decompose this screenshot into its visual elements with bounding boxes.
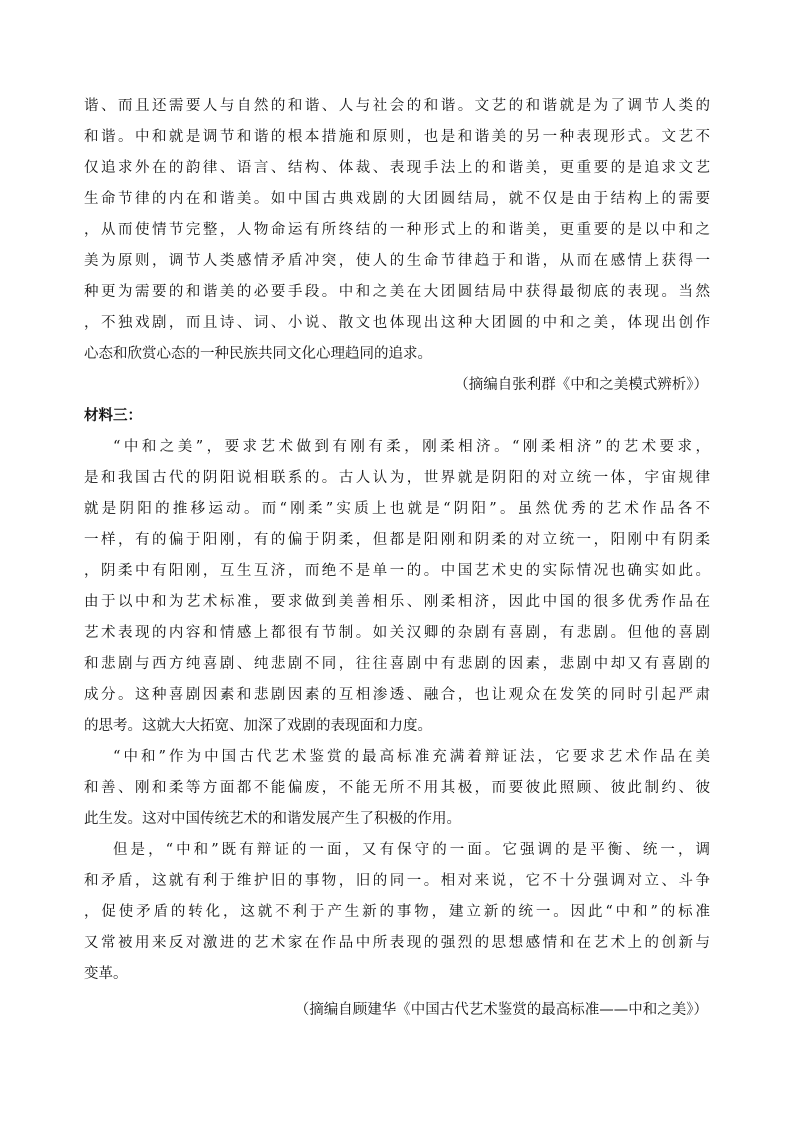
source-citation: （摘编自顾建华《中国古代艺术鉴赏的最高标准——中和之美》） [294,1002,708,1018]
paragraph-line: 此生发。这对中国传统艺术的和谐发展产生了积极的作用。 [84,811,461,827]
paragraph-line: ，从而使情节完整，人物命运有所终结的一种形式上的和谐美，更重要的是以中和之 [84,222,710,238]
paragraph-line: 艺术表现的内容和情感上都很有节制。如关汉卿的杂剧有喜剧，有悲剧。但他的喜剧 [84,625,710,641]
paragraph-line: “中和”作为中国古代艺术鉴赏的最高标准充满着辩证法，它要求艺术作品在美 [113,749,710,765]
paragraph-line: 和矛盾，这就有利于维护旧的事物，旧的同一。相对来说，它不十分强调对立、斗争 [84,873,710,889]
section-heading: 材料三： [84,407,142,424]
paragraph-line: 成分。这种喜剧因素和悲剧因素的互相渗透、融合，也让观众在发笑的同时引起严肃 [84,687,710,703]
paragraph-line: 谐、而且还需要人与自然的和谐、人与社会的和谐。文艺的和谐就是为了调节人类的 [84,98,710,114]
paragraph-line: “中和之美”，要求艺术做到有刚有柔，刚柔相济。“刚柔相济”的艺术要求， [113,439,710,455]
paragraph-line: 美为原则，调节人类感情矛盾冲突，使人的生命节律趋于和谐，从而在感情上获得一 [84,253,710,269]
paragraph-line: ，不独戏剧，而且诗、词、小说、散文也体现出这种大团圆的中和之美，体现出创作 [84,315,710,331]
paragraph-line: ，阴柔中有阳刚，互生互济，而绝不是单一的。中国艺术史的实际情况也确实如此。 [84,563,710,579]
paragraph-line: 心态和欣赏心态的一种民族共同文化心理趋同的追求。 [84,346,432,362]
paragraph-line: 和善、刚和柔等方面都不能偏废，不能无所不用其极，而要彼此照顾、彼此制约、彼 [84,780,710,796]
paragraph-line: 种更为需要的和谐美的必要手段。中和之美在大团圆结局中获得最彻底的表现。当然 [84,284,710,300]
paragraph-line: 的思考。这就大大拓宽、加深了戏剧的表现面和力度。 [84,718,432,734]
paragraph-line: 就是阴阳的推移运动。而“刚柔”实质上也就是“阴阳”。虽然优秀的艺术作品各不 [84,501,710,517]
source-citation: （摘编自张利群《中和之美模式辨析》） [454,377,708,393]
paragraph-line: ，促使矛盾的转化，这就不利于产生新的事物，建立新的统一。因此“中和”的标准 [84,904,710,920]
paragraph-line: 由于以中和为艺术标准，要求做到美善相乐、刚柔相济，因此中国的很多优秀作品在 [84,594,710,610]
paragraph-line: 和悲剧与西方纯喜剧、纯悲剧不同，往往喜剧中有悲剧的因素，悲剧中却又有喜剧的 [84,656,710,672]
paragraph-line: 和谐。中和就是调节和谐的根本措施和原则，也是和谐美的另一种表现形式。文艺不 [84,129,710,145]
paragraph-line: 变革。 [84,966,128,982]
paragraph-line: 又常被用来反对激进的艺术家在作品中所表现的强烈的思想感情和在艺术上的创新与 [84,935,710,951]
paragraph-line: 仅追求外在的韵律、语言、结构、体裁、表现手法上的和谐美，更重要的是追求文艺 [84,160,710,176]
paragraph-line: 但是，“中和”既有辩证的一面，又有保守的一面。它强调的是平衡、统一，调 [113,842,710,858]
paragraph-line: 是和我国古代的阴阳说相联系的。古人认为，世界就是阴阳的对立统一体，宇宙规律 [84,470,710,486]
paragraph-line: 生命节律的内在和谐美。如中国古典戏剧的大团圆结局，就不仅是由于结构上的需要 [84,191,710,207]
paragraph-line: 一样，有的偏于阳刚，有的偏于阴柔，但都是阳刚和阴柔的对立统一，阳刚中有阴柔 [84,532,710,548]
